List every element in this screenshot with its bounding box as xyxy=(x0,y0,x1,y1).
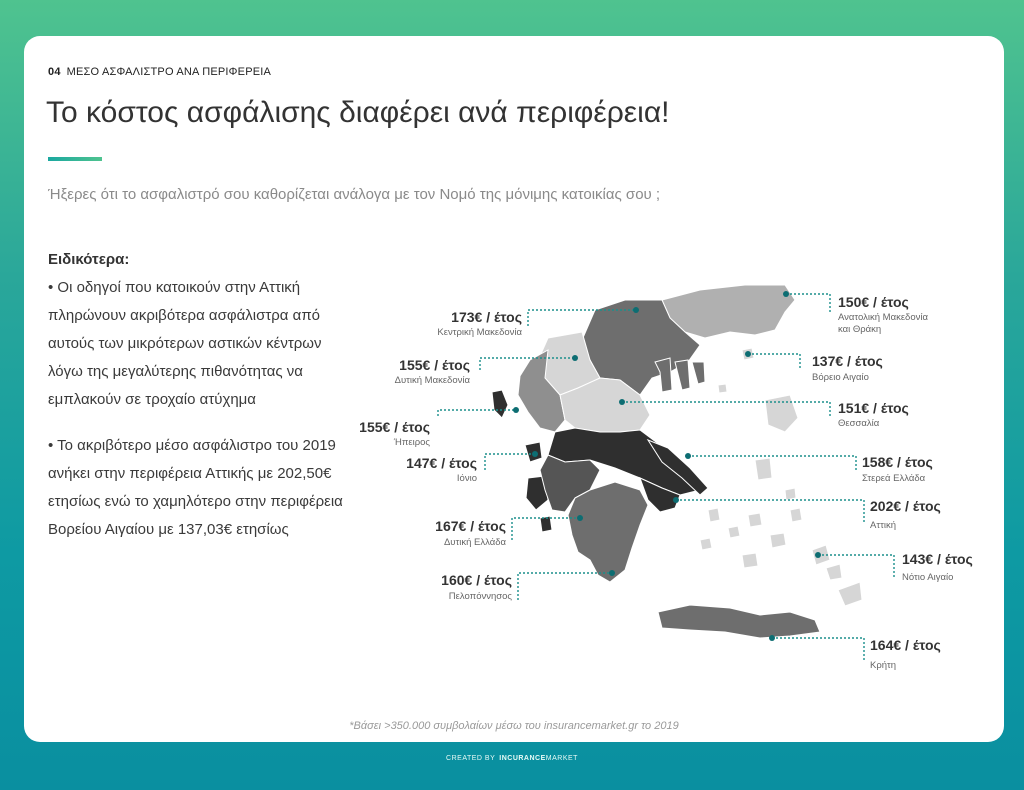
lead-heading: Ειδικότερα: xyxy=(48,251,130,268)
leader-voreio-aigaio xyxy=(748,354,800,368)
label-price-sterea-ellada: 158€ / έτος xyxy=(862,454,933,470)
dot-kriti xyxy=(769,635,775,641)
brand-rest: MARKET xyxy=(545,755,578,762)
credit-prefix: CREATED BY xyxy=(446,755,496,762)
label-name-notio-aigaio: Νότιο Αιγαίο xyxy=(902,572,954,583)
label-name-anatoliki-makedonia: Ανατολική Μακεδονία xyxy=(838,312,928,323)
leader-thessalia xyxy=(622,402,830,418)
region-notio-aigaio xyxy=(700,508,862,606)
section-number: 04 xyxy=(48,66,61,78)
dot-notio-aigaio xyxy=(815,552,821,558)
leader-sterea-ellada xyxy=(688,456,856,472)
label-name-kriti: Κρήτη xyxy=(870,660,897,671)
dot-peloponnisos xyxy=(609,570,615,576)
label-price-attiki: 202€ / έτος xyxy=(870,498,941,514)
dot-ipeiros xyxy=(513,407,519,413)
bullet-attica: • Οι οδηγοί που κατοικούν στην Αττική πληρώνουν ακριβότερα ασφάλιστρα από αυτούς των μικρότερων αστικών κέντρων λόγω της μεγαλύτερης πιθανότητας να εμπλακούν σε τροχαίο ατύχημα xyxy=(48,279,322,408)
region-peloponnisos xyxy=(568,482,648,582)
dot-dytiki-ellada xyxy=(577,515,583,521)
label-name2-anatoliki-makedonia: και Θράκη xyxy=(838,324,882,335)
label-name-attiki: Αττική xyxy=(870,520,896,531)
leader-kriti xyxy=(772,638,864,660)
label-price-thessalia: 151€ / έτος xyxy=(838,400,909,416)
dot-kentriki-makedonia xyxy=(633,307,639,313)
leader-attiki xyxy=(676,500,864,522)
page-subtitle: Ήξερες ότι το ασφαλιστρό σου καθορίζεται ανάλογα με τον Νομό της μόνιμης κατοικίας σου ; xyxy=(48,186,661,203)
dot-sterea-ellada xyxy=(685,453,691,459)
label-name-thessalia: Θεσσαλία xyxy=(838,418,880,429)
brand-bold: INCURANCE xyxy=(499,755,546,762)
leader-ionio xyxy=(485,454,535,470)
region-chalkidiki xyxy=(655,358,705,392)
dot-anatoliki-makedonia xyxy=(783,291,789,297)
label-price-dytiki-makedonia: 155€ / έτος xyxy=(399,357,470,373)
label-price-notio-aigaio: 143€ / έτος xyxy=(902,551,973,567)
bullet-extremes: • Το ακριβότερο μέσο ασφάλιστρο του 2019 ανήκει στην περιφέρεια Αττικής με 202,50€ ετησίως ενώ το χαμηλότερο στην περιφέρεια Βορείου Αιγαίου με 137,03€ ετησίως xyxy=(48,437,343,538)
label-price-dytiki-ellada: 167€ / έτος xyxy=(435,518,506,534)
label-price-ionio: 147€ / έτος xyxy=(406,455,477,471)
credit-line xyxy=(0,755,1024,762)
label-price-ipeiros: 155€ / έτος xyxy=(359,419,430,435)
region-kriti xyxy=(658,605,820,638)
dot-dytiki-makedonia xyxy=(572,355,578,361)
label-name-voreio-aigaio: Βόρειο Αιγαίο xyxy=(812,372,869,383)
page-title: Το κόστος ασφάλισης διαφέρει ανά περιφέρεια! xyxy=(46,96,670,129)
label-price-voreio-aigaio: 137€ / έτος xyxy=(812,353,883,369)
label-name-ionio: Ιόνιο xyxy=(456,473,477,484)
map-regions xyxy=(492,285,862,638)
label-price-kriti: 164€ / έτος xyxy=(870,637,941,653)
label-name-dytiki-makedonia: Δυτική Μακεδονία xyxy=(394,375,470,386)
dot-ionio xyxy=(532,451,538,457)
leader-peloponnisos xyxy=(518,573,612,600)
footnote: *Βάσει >350.000 συμβολαίων μέσω του insurancemarket.gr το 2019 xyxy=(349,720,679,732)
label-name-sterea-ellada: Στερεά Ελλάδα xyxy=(862,473,926,484)
label-price-peloponnisos: 160€ / έτος xyxy=(441,572,512,588)
label-price-anatoliki-makedonia: 150€ / έτος xyxy=(838,294,909,310)
region-voreio-aigaio xyxy=(718,348,798,500)
label-name-ipeiros: Ήπειρος xyxy=(393,437,430,448)
label-price-kentriki-makedonia: 173€ / έτος xyxy=(451,309,522,325)
label-name-dytiki-ellada: Δυτική Ελλάδα xyxy=(443,537,506,548)
dot-thessalia xyxy=(619,399,625,405)
dot-voreio-aigaio xyxy=(745,351,751,357)
dot-attiki xyxy=(673,497,679,503)
label-name-kentriki-makedonia: Κεντρική Μακεδονία xyxy=(437,327,522,338)
label-name-peloponnisos: Πελοπόννησος xyxy=(448,591,512,602)
section-label-text: ΜΕΣΟ ΑΣΦΑΛΙΣΤΡΟ ΑΝΑ ΠΕΡΙΦΕΡΕΙΑ xyxy=(66,66,272,78)
